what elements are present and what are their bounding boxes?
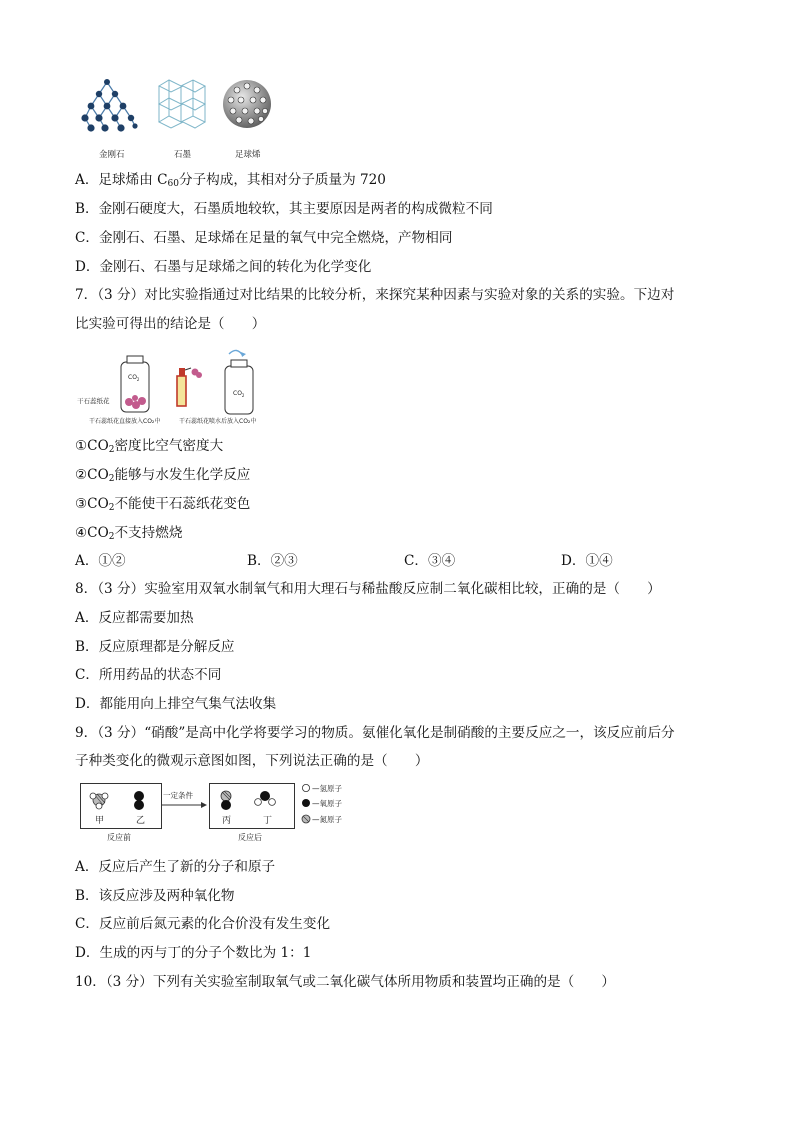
carbon-allotropes-figure	[75, 74, 295, 164]
diamond-structure-image	[77, 76, 139, 134]
q7-choice-b: B．②③	[247, 553, 298, 569]
q7-statement-4: $④CO_2$不支持燃烧	[75, 525, 183, 542]
q6-option-b: B．金刚石硬度大，石墨质地较软，其主要原因是两者的构成微粒不同	[75, 201, 493, 217]
q10-stem: 10．（3 分）下列有关实验室制取氧气或二氧化碳气体所用物质和装置均正确的是（ ）	[75, 974, 616, 990]
diamond-label: 金刚石	[99, 150, 125, 160]
q8-option-d: D．都能用向上排空气集气法收集	[75, 696, 277, 712]
q6-option-c: C．金刚石、石墨、足球烯在足量的氧气中完全燃烧，产物相同	[75, 230, 453, 246]
legend-oxygen-label: —氧原子	[312, 799, 342, 808]
q7-statement-2: $②CO_2$能够与水发生化学反应	[75, 467, 251, 484]
legend-hydrogen-icon	[301, 783, 311, 793]
q6-option-a-post: 分子构成，其相对分子质量为 720	[178, 172, 386, 188]
sprayer-image	[173, 362, 203, 412]
dry-litmus-label: 干石蕊纸花	[77, 397, 110, 405]
label-bing: 丙	[222, 816, 232, 826]
q7-choice-a: A．①②	[75, 553, 126, 569]
label-ding: 丁	[263, 816, 273, 826]
before-molecules	[81, 784, 161, 828]
after-caption: 反应后	[238, 833, 262, 842]
q9-stem-line1: 9．（3 分）“硝酸”是高中化学将要学习的物质。氨催化氧化是制硝酸的主要反应之一，该反应前后分	[75, 725, 675, 741]
q6-option-a-pre: A．足球烯由 C	[75, 172, 168, 188]
q7-stem-line2: 比实验可得出的结论是（ ）	[75, 316, 266, 332]
co2-jar-left-image	[115, 352, 155, 416]
fullerene-structure-image	[221, 78, 273, 130]
q7-stem-line1: 7．（3 分）对比实验指通过对比结果的比较分析，来探究某种因素与实验对象的关系的实验。下边对	[75, 287, 675, 303]
q6-option-a-sub: 60	[167, 179, 179, 189]
legend-oxygen-icon	[301, 798, 311, 808]
q8-option-a: A．反应都需要加热	[75, 610, 194, 626]
q6-option-d: D．金刚石、石墨与足球烯之间的转化为化学变化	[75, 259, 372, 275]
q7-choice-c: C．③④	[404, 553, 456, 569]
right-jar-co2-label: $CO_2$	[233, 390, 245, 398]
label-jia: 甲	[95, 816, 105, 826]
q9-option-a: A．反应后产生了新的分子和原子	[75, 859, 276, 875]
q9-option-c: C．反应前后氮元素的化合价没有发生变化	[75, 916, 331, 932]
caption-direct: 干石蕊纸花直接放入CO₂中	[89, 418, 161, 425]
reaction-condition: 一定条件	[163, 791, 193, 800]
q7-choice-d: D．①④	[561, 553, 613, 569]
q7-statement-3: $③CO_2$不能使干石蕊纸花变色	[75, 496, 251, 513]
q8-stem: 8．（3 分）实验室用双氧水制氧气和用大理石与稀盐酸反应制二氧化碳相比较，正确的是（ ）	[75, 581, 661, 597]
fullerene-label: 足球烯	[235, 150, 261, 160]
q8-option-c: C．所用药品的状态不同	[75, 667, 222, 683]
q9-option-b: B．该反应涉及两种氧化物	[75, 888, 235, 904]
graphite-structure-image	[155, 76, 211, 134]
left-jar-co2-label: $CO_2$	[128, 374, 140, 382]
legend-hydrogen-label: —氢原子	[312, 784, 342, 793]
q9-stem-line2: 子种类变化的微观示意图如图，下列说法正确的是（ ）	[75, 753, 429, 769]
q7-experiment-figure	[75, 348, 275, 428]
co2-jar-right-image	[215, 348, 263, 418]
before-caption: 反应前	[107, 833, 131, 842]
legend-nitrogen-icon	[301, 814, 311, 824]
q6-option-a	[75, 171, 386, 193]
graphite-label: 石墨	[174, 150, 192, 160]
legend-nitrogen-label: —氮原子	[312, 815, 342, 824]
label-yi: 乙	[136, 816, 146, 826]
q8-option-b: B．反应原理都是分解反应	[75, 639, 235, 655]
q7-statement-1: $①CO_2$密度比空气密度大	[75, 438, 224, 455]
q9-molecular-diagram	[75, 780, 355, 850]
caption-sprayed: 干石蕊纸花喷水后放入CO₂中	[179, 418, 257, 425]
q9-option-d: D．生成的丙与丁的分子个数比为 1：1	[75, 945, 312, 961]
